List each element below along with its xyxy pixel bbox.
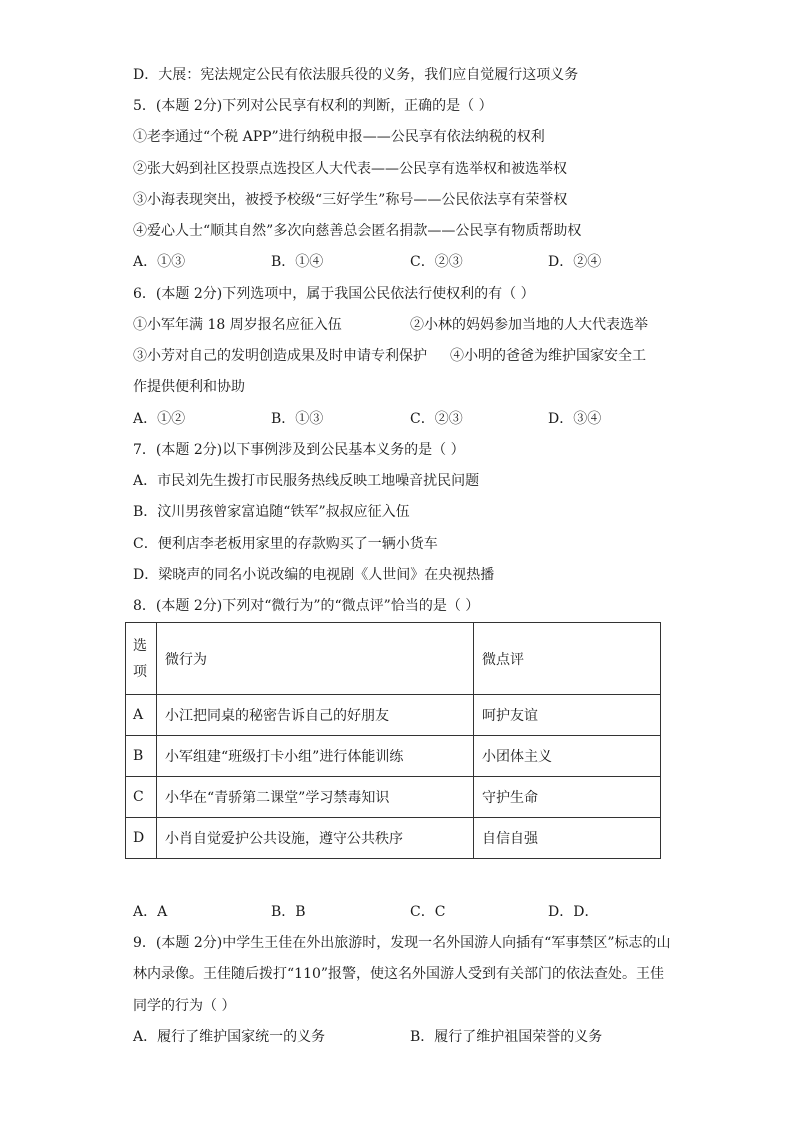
row-option: C	[126, 777, 157, 818]
row-comment: 呵护友谊	[474, 695, 661, 736]
q9-option-a: A．履行了维护国家统一的义务	[133, 1029, 326, 1045]
q6-option-b: B．①③	[271, 411, 324, 427]
row-behavior: 小肖自觉爱护公共设施，遵守公共秩序	[157, 818, 474, 859]
q8-option-d: D．D．	[548, 904, 599, 920]
q8-option-c: C．C	[410, 904, 446, 920]
q9-stem-line-2: 林内录像。王佳随后拨打“110”报警，使这名外国游人受到有关部门的依法查处。王佳	[133, 966, 665, 982]
q7-option-c: C．便利店李老板用家里的存款购买了一辆小货车	[133, 536, 438, 552]
q6-item-4: ④小明的爸爸为维护国家安全工	[450, 348, 646, 364]
q9-stem-line-1: 9．(本题 2分)中学生王佳在外出旅游时，发现一名外国游人向插有“军事禁区”标志的山	[133, 935, 671, 951]
table-row	[126, 777, 661, 818]
row-option: B	[126, 736, 157, 777]
q6-stem: 6．(本题 2分)下列选项中，属于我国公民依法行使权利的有（ ）	[133, 286, 535, 302]
q5-item-2: ②张大妈到社区投票点选投区人大代表——公民享有选举权和被选举权	[133, 161, 567, 177]
q6-option-a: A．①②	[133, 411, 186, 427]
q5-item-1: ①老李通过“个税 APP”进行纳税申报——公民享有依法纳税的权利	[133, 129, 545, 145]
row-behavior: 小军组建“班级打卡小组”进行体能训练	[157, 736, 474, 777]
header-option: 选 项	[126, 623, 157, 695]
header-comment: 微点评	[474, 623, 661, 695]
row-comment: 自信自强	[474, 818, 661, 859]
q8-option-b: B．B	[271, 904, 306, 920]
table-row	[126, 695, 661, 736]
q4-option-d: D．大展：宪法规定公民有依法服兵役的义务，我们应自觉履行这项义务	[133, 67, 579, 83]
q5-option-c: C．②③	[410, 254, 463, 270]
q8-stem: 8．(本题 2分)下列对“微行为”的“微点评”恰当的是（ ）	[133, 598, 480, 614]
row-option: A	[126, 695, 157, 736]
row-option: D	[126, 818, 157, 859]
q9-stem-line-3: 同学的行为（ ）	[133, 998, 236, 1014]
q8-option-a: A．A	[133, 904, 168, 920]
q6-item-3: ③小芳对自己的发明创造成果及时申请专利保护	[133, 348, 427, 364]
row-comment: 守护生命	[474, 777, 661, 818]
q5-stem: 5．(本题 2分)下列对公民享有权利的判断，正确的是（ ）	[133, 98, 493, 114]
q8-table	[125, 622, 661, 859]
q7-option-d: D．梁晓声的同名小说改编的电视剧《人世间》在央视热播	[133, 567, 495, 583]
table-header-row	[126, 623, 661, 695]
q7-option-b: B．汶川男孩曾家富追随“铁军”叔叔应征入伍	[133, 504, 410, 520]
q6-option-c: C．②③	[410, 411, 463, 427]
q7-option-a: A．市民刘先生拨打市民服务热线反映工地噪音扰民问题	[133, 473, 480, 489]
q5-item-3: ③小海表现突出，被授予校级“三好学生”称号——公民依法享有荣誉权	[133, 192, 568, 208]
q5-option-b: B．①④	[271, 254, 324, 270]
q6-item-1: ①小军年满 18 周岁报名应征入伍	[133, 317, 342, 333]
header-behavior: 微行为	[157, 623, 474, 695]
q9-option-b: B．履行了维护祖国荣誉的义务	[410, 1029, 603, 1045]
q5-item-4: ④爱心人士“顺其自然”多次向慈善总会匿名捐款——公民享有物质帮助权	[133, 223, 582, 239]
table-row	[126, 818, 661, 859]
q5-option-a: A．①③	[133, 254, 186, 270]
table-row	[126, 736, 661, 777]
row-behavior: 小华在“青骄第二课堂”学习禁毒知识	[157, 777, 474, 818]
row-comment: 小团体主义	[474, 736, 661, 777]
row-behavior: 小江把同桌的秘密告诉自己的好朋友	[157, 695, 474, 736]
q7-stem: 7．(本题 2分)以下事例涉及到公民基本义务的是（ ）	[133, 442, 465, 458]
q6-option-d: D．③④	[548, 411, 602, 427]
q6-item-4-continued: 作提供便利和协助	[133, 379, 245, 395]
q6-item-2: ②小林的妈妈参加当地的人大代表选举	[410, 317, 648, 333]
q5-option-d: D．②④	[548, 254, 602, 270]
